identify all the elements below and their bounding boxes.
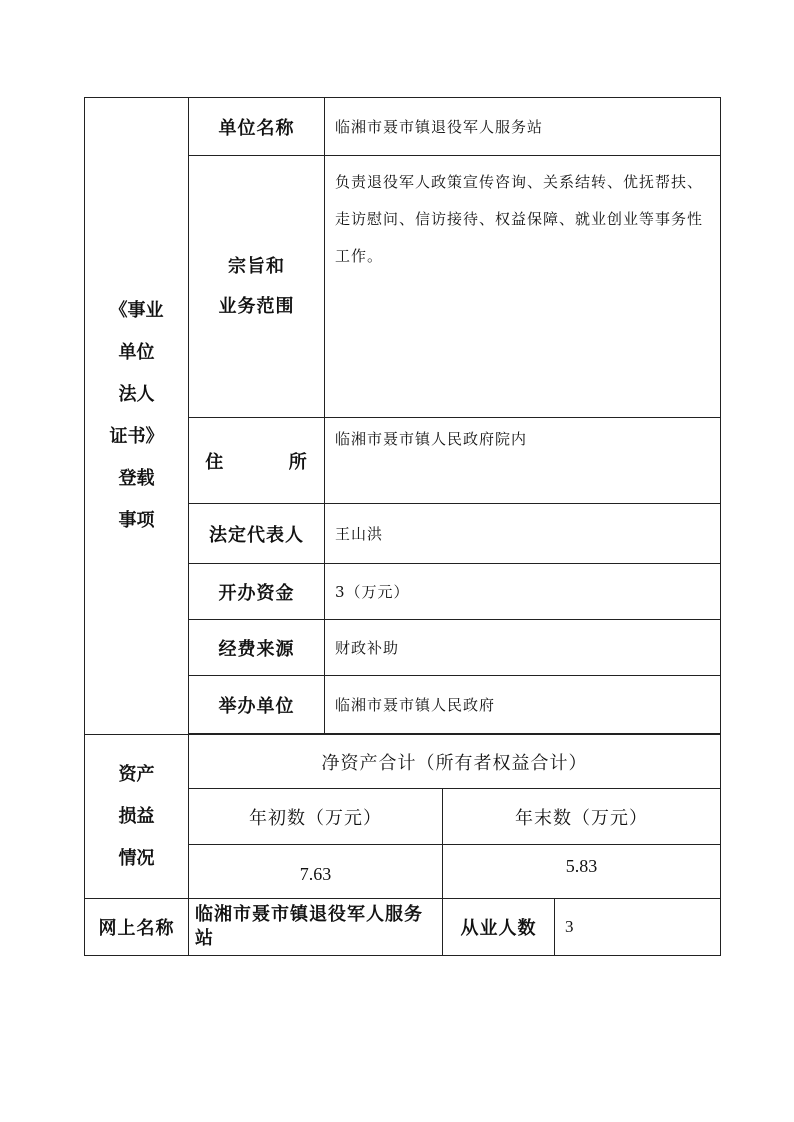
address-label xyxy=(189,418,325,504)
scope-label-line: 业务范围 xyxy=(218,295,295,317)
online-name-label: 网上名称 xyxy=(85,899,189,956)
staff-count-value: 3 xyxy=(555,899,721,956)
registration-table xyxy=(84,97,721,956)
address-value: 临湘市聂市镇人民政府院内 xyxy=(325,418,721,504)
unit-name-value: 临湘市聂市镇退役军人服务站 xyxy=(325,98,721,156)
asset-title-line: 情况 xyxy=(118,847,155,869)
section-title-line: 登载 xyxy=(118,468,155,489)
begin-of-year-label: 年初数（万元） xyxy=(189,789,443,845)
online-name-value: 临湘市聂市镇退役军人服务站 xyxy=(189,899,443,956)
funding-value: 财政补助 xyxy=(325,620,721,676)
section-title-line: 证书》 xyxy=(109,426,164,447)
end-of-year-label: 年末数（万元） xyxy=(443,789,721,845)
end-of-year-value: 5.83 xyxy=(443,845,721,899)
legal-rep-value: 王山洪 xyxy=(325,504,721,564)
net-assets-header: 净资产合计（所有者权益合计） xyxy=(189,735,721,789)
section-title-line: 法人 xyxy=(118,384,155,405)
scope-label-line: 宗旨和 xyxy=(228,255,285,277)
unit-name-label: 单位名称 xyxy=(189,98,325,156)
section-title-line: 事项 xyxy=(118,510,155,531)
section-title-line: 《事业 xyxy=(109,300,164,321)
scope-value: 负责退役军人政策宣传咨询、关系结转、优抚帮扶、走访慰问、信访接待、权益保障、就业创业等事务性工作。 xyxy=(325,156,721,418)
section-title-line: 单位 xyxy=(118,342,155,363)
certificate-section-title xyxy=(85,98,189,735)
funding-label: 经费来源 xyxy=(189,620,325,676)
sponsor-value: 临湘市聂市镇人民政府 xyxy=(325,676,721,734)
capital-value: 3（万元） xyxy=(325,564,721,620)
asset-title-line: 损益 xyxy=(118,805,155,827)
address-label-char: 所 xyxy=(288,451,308,473)
asset-title-line: 资产 xyxy=(118,763,155,785)
sponsor-label: 举办单位 xyxy=(189,676,325,734)
legal-rep-label: 法定代表人 xyxy=(189,504,325,564)
staff-count-label: 从业人数 xyxy=(443,899,555,956)
scope-label xyxy=(189,156,325,418)
capital-label: 开办资金 xyxy=(189,564,325,620)
address-label-char: 住 xyxy=(205,451,225,473)
begin-of-year-value: 7.63 xyxy=(189,845,443,899)
asset-section-title xyxy=(85,735,189,899)
